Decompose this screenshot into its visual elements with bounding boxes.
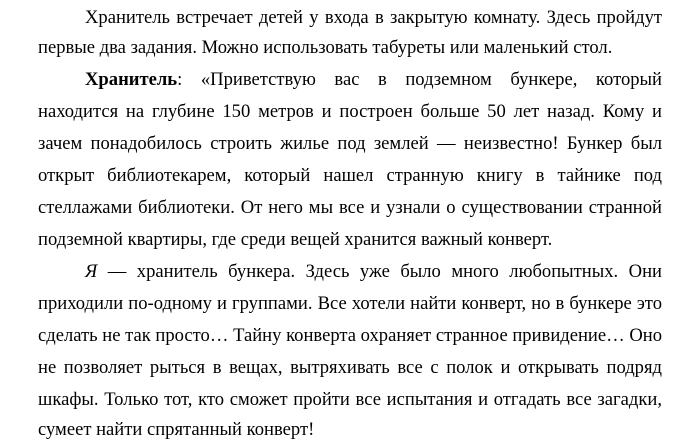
paragraph-1-line-1: Хранитель встречает детей у входа в закрытую комнату. Здесь пройдут [85, 7, 662, 28]
paragraph-3-first-word: Я [85, 261, 98, 282]
paragraph-2-line-1 [85, 65, 662, 95]
paragraph-3-line-6: сумеет найти спрятанный конверт! [38, 419, 315, 440]
paragraph-2-line-1-text: : «Приветствую вас в подземном бункере, который [177, 69, 662, 90]
paragraph-3-line-5: шкафы. Только тот, кто сможет пройти все испытания и отгадать все загадки, [38, 389, 662, 410]
paragraph-3-line-1 [85, 257, 662, 287]
paragraph-1-line-2: первые два задания. Можно использовать табуреты или маленький стол. [38, 37, 613, 58]
paragraph-3-line-1-text: — хранитель бункера. Здесь уже было много любопытных. Они [97, 261, 662, 282]
paragraph-3-line-2: приходили по-одному и группами. Все хотели найти конверт, но в бункере это [38, 293, 662, 314]
paragraph-2-line-6: подземной квартиры, где среди вещей хранится важный конверт. [38, 229, 553, 250]
paragraph-3-line-4: не позволяет рыться в вещах, вытряхивать все с полок и открывать подряд [38, 357, 662, 378]
paragraph-2-line-3: зачем понадобилось строить жилье под землей — неизвестно! Бункер был [38, 133, 662, 154]
paragraph-2-line-5: стеллажами библиотеки. От него мы все и узнали о существовании странной [38, 197, 662, 218]
paragraph-2-line-2: находится на глубине 150 метров и построен больше 50 лет назад. Кому и [38, 101, 662, 122]
paragraph-2-line-4: открыт библиотекарем, который нашел странную книгу в тайнике под [38, 165, 662, 186]
paragraph-3-line-3: сделать не так просто… Тайну конверта охраняет странное привидение… Оно [38, 325, 663, 346]
speaker-name: Хранитель [85, 69, 178, 90]
